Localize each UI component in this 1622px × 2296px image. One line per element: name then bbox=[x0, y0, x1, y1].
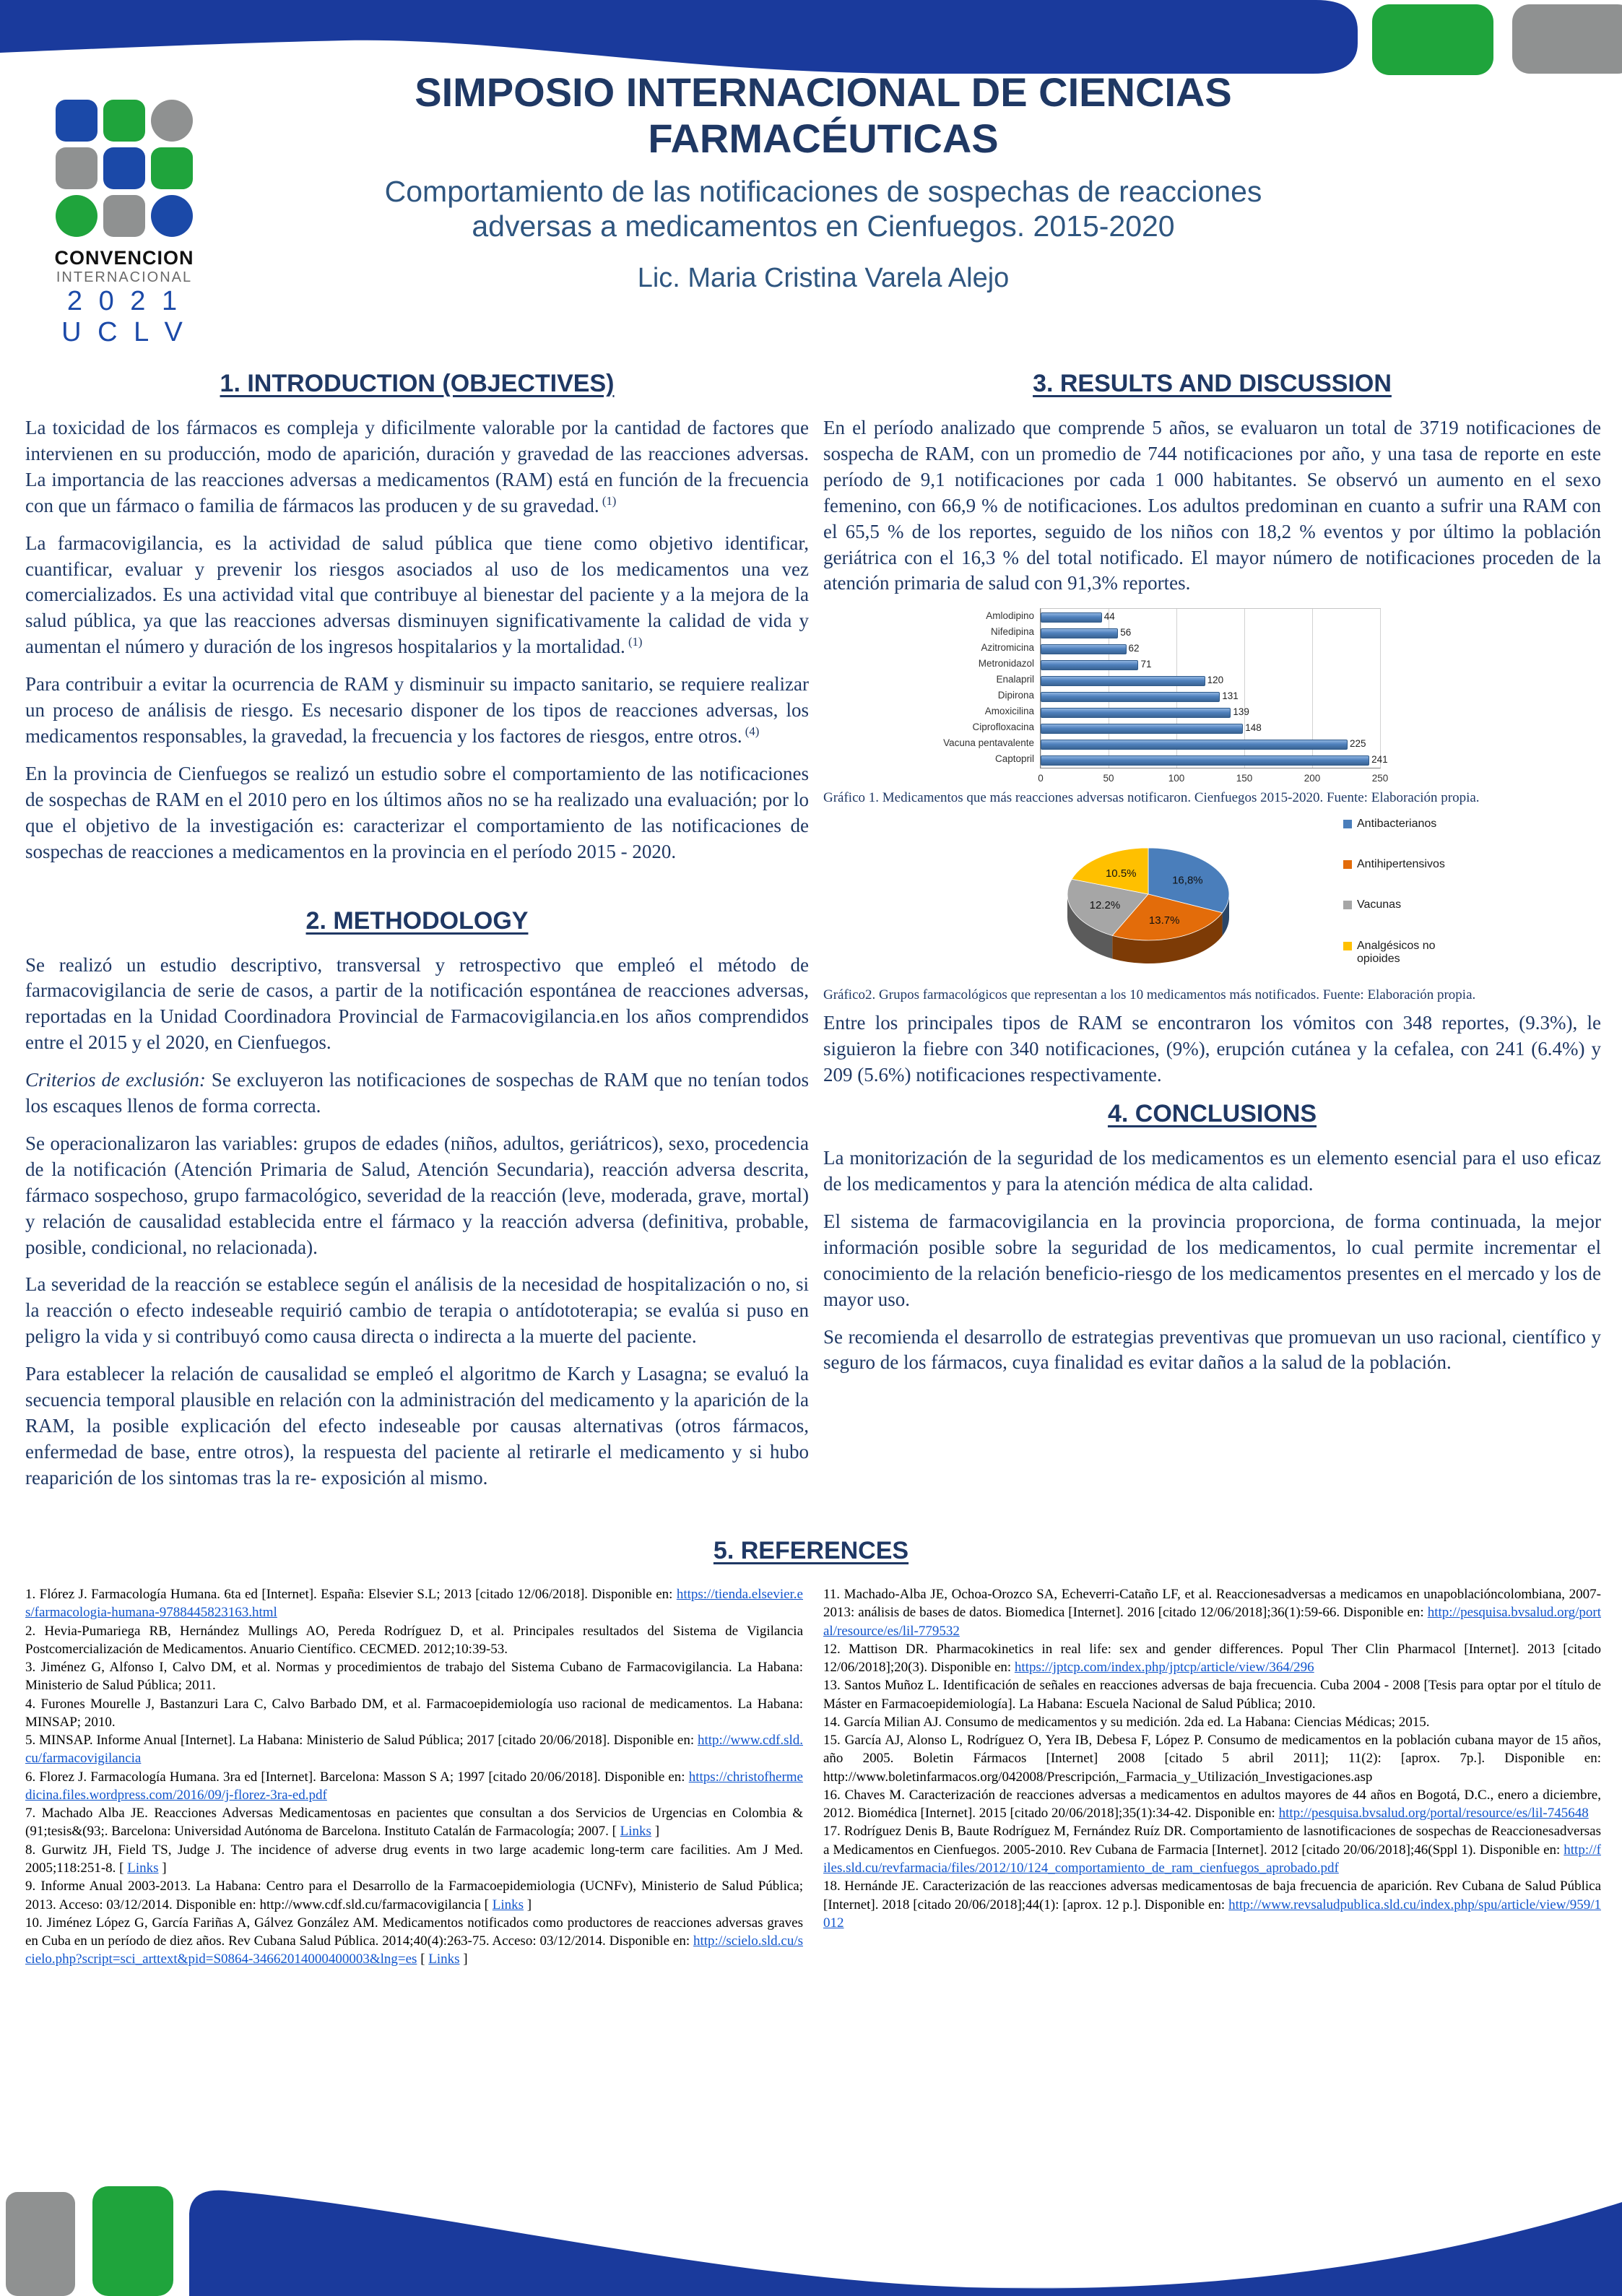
legend-label: Antibacterianos bbox=[1357, 818, 1437, 831]
chart2-caption: Gráfico2. Grupos farmacológicos que representan a los 10 medicamentos más notificados. Fuente: Elaboración propia. bbox=[823, 987, 1476, 1003]
logo-text-internacional: INTERNACIONAL bbox=[56, 269, 193, 285]
reference-link[interactable]: http://www.revsaludpublica.sld.cu/index.php/spu/article/view/959/1012 bbox=[823, 1897, 1601, 1931]
pie-percentage-label: 12.2% bbox=[1089, 899, 1121, 912]
paragraph: La toxicidad de los fármacos es compleja y dificilmente valorable por la cantidad de factores que intervienen en su producción, modo de aparición, duración y gravedad de las reacciones adversas. La importancia de las reacciones adversas a medicamentos (RAM) está en función de la frecuencia con que un fármaco o familia de fármacos las producen y de su gravedad. $^{(1)}$ bbox=[25, 417, 809, 516]
reference-link[interactable]: Links bbox=[428, 1951, 460, 1967]
bar-category-label: Metronidazol bbox=[978, 658, 1034, 670]
reference-item: 15. García AJ, Alonso L, Rodríguez O, Yera IB, Debesa F, López P. Consumo de medicamentos en la población cubana mayor de 15 años, año 2005. Boletin Fármacos [Internet] 2008 [citado 5 abril 2011]; 11(2): [aprox. 7p.]. Disponible en: http://www.boletinfarmacos.org/042008/Prescripción,_Farmacia_y_Utilización_Investigaciones.asp bbox=[823, 1733, 1601, 1785]
reference-link[interactable]: Links bbox=[492, 1897, 524, 1912]
bar-category-label: Dipirona bbox=[997, 690, 1034, 701]
legend-swatch-icon bbox=[1343, 820, 1352, 828]
reference-link[interactable]: http://www.cdf.sld.cu/farmacovigilancia bbox=[25, 1733, 803, 1767]
x-axis-tick-label: 0 bbox=[1038, 773, 1044, 784]
pie-percentage-label: 16,8% bbox=[1172, 875, 1203, 888]
reference-item: 7. Machado Alba JE. Reacciones Adversas Medicamentosas en pacientes que consultan a dos Servicios de Urgencias en Colombia &(91;tesis&(93;. Barcelona: Universidad Autónoma de Barcelona. Instituto Catalán de Farmacología; 2007. [ Links ] bbox=[25, 1806, 803, 1840]
bar-category-label: Enalapril bbox=[996, 674, 1034, 685]
bar-value-label: 56 bbox=[1120, 627, 1132, 638]
corner-green-block bbox=[1372, 4, 1493, 75]
section-heading-methodology: 2. METHODOLOGY bbox=[305, 906, 529, 935]
logo-tile bbox=[151, 195, 193, 237]
bar bbox=[1041, 644, 1127, 654]
chart1-caption: Gráfico 1. Medicamentos que más reacciones adversas notificaron. Cienfuegos 2015-2020. Fuente: Elaboración propia. bbox=[823, 790, 1480, 806]
logo-tile bbox=[103, 147, 145, 189]
x-axis-tick-label: 250 bbox=[1371, 773, 1389, 784]
bar-chart-medications bbox=[924, 608, 1601, 786]
paragraph: Para establecer la relación de causalidad se empleó el algoritmo de Karch y Lasagna; se evaluó la secuencia temporal plausible en relación con la administración del medicamento y la aparición de la RAM, la posible explicación del efecto indeseable por causas alternativas (otros fármacos, enfermedad de base, entre otros), la respuesta del paciente al retirarle el medicamento y si hubo reaparición de los sintomas tras la re- exposición al mismo. bbox=[25, 1363, 809, 1489]
reference-item: 13. Santos Muñoz L. Identificación de señales en reacciones adversas de baja frecuencia. Cuba 2004 - 2008 [Tesis para optar por el título de Máster en Farmacoepidemiología]. La Habana: Escuela Nacional de Salud Pública; 2010. bbox=[823, 1678, 1601, 1712]
bar bbox=[1041, 612, 1102, 623]
results-paragraph-1: En el período analizado que comprende 5 años, se evaluaron un total de 3719 notificaciones de sospecha de RAM, con un promedio de 744 notificaciones por año, y una tasa de reporte en este período de 9,1 notificaciones por cada 1 000 habitantes. Se observó un aumento en el sexo femenino, con 66,9 % de notificaciones. Los adultos predominan en cuanto a sufrir una RAM con el 65,5 % de los reportes, seguido de los niños con 18,2 % eventos y por último la población geriátrica con el 16,3 % del total notificado. El mayor número de notificaciones proceden de la atención primaria de salud con 91,3% reportes. bbox=[823, 417, 1601, 594]
bar-category-label: Captopril bbox=[994, 753, 1034, 765]
bar-value-label: 44 bbox=[1103, 611, 1115, 623]
bar bbox=[1041, 755, 1369, 766]
right-column bbox=[823, 370, 1601, 1387]
bar-category-label: Vacuna pentavalente bbox=[943, 737, 1034, 749]
logo-tile bbox=[151, 100, 193, 142]
reference-item: 12. Mattison DR. Pharmacokinetics in real life: sex and gender differences. Popul Ther Clin Pharmacol [Internet]. 2013 [citado 12/06/2018];20(3). Disponible en: https://jptcp.com/index.php/jptcp/article/view/364/296 bbox=[823, 1641, 1601, 1676]
header bbox=[289, 69, 1358, 294]
x-axis-tick-label: 50 bbox=[1103, 773, 1114, 784]
logo-tile bbox=[151, 147, 193, 189]
paragraph: Se recomienda el desarrollo de estrategias preventivas que promuevan un uso racional, científico y seguro de los fármacos, cuya finalidad es evitar daños a la salud de la población. bbox=[823, 1325, 1601, 1374]
reference-item: 2. Hevia-Pumariega RB, Hernández Mullings AO, Pereda Rodríguez D, et al. Principales resultados del Sistema de Vigilancia Postcomercialización de Medicamentos. Anuario Científico. CECMED. 2012;10:39-53. bbox=[25, 1623, 803, 1657]
reference-link[interactable]: Links bbox=[620, 1824, 651, 1840]
bar-value-label: 225 bbox=[1350, 738, 1366, 750]
logo-text-uclv: U C L V bbox=[61, 317, 187, 347]
pie-chart-graphic bbox=[1040, 822, 1257, 977]
paragraph: La severidad de la reacción se establece según el análisis de la necesidad de hospitalización o no, si la reacción o efecto indeseable requirió cambio de terapia o antídototerapia; se evalúa si puso en peligro la vida y si contribuyó como causa directa o indirecta a la muerte del paciente. bbox=[25, 1273, 809, 1348]
gridline bbox=[1380, 609, 1381, 768]
legend-item bbox=[1343, 898, 1480, 911]
pie-percentage-label: 10.5% bbox=[1105, 867, 1137, 880]
references-right-column bbox=[823, 1585, 1601, 1969]
bar-value-label: 71 bbox=[1140, 659, 1152, 670]
x-axis-tick-label: 150 bbox=[1236, 773, 1253, 784]
bar bbox=[1041, 628, 1118, 638]
bar bbox=[1041, 676, 1205, 686]
reference-item: 8. Gurwitz JH, Field TS, Judge J. The incidence of adverse drug events in two large academic long-term care facilities. Am J Med. 2005;118:251-8. [ Links ] bbox=[25, 1842, 803, 1876]
bar bbox=[1041, 708, 1231, 718]
pie-chart-legend bbox=[1343, 818, 1480, 966]
reference-item: 9. Informe Anual 2003-2013. La Habana: Centro para el Desarrollo de la Farmacoepidemiologia (UCNFv), Ministerio de Salud Pública; 2013. Acceso: 03/12/2014. Disponible en: http://www.cdf.sld.cu/farmacovigilancia [ Links ] bbox=[25, 1879, 803, 1912]
references-left-column bbox=[25, 1585, 803, 1969]
reference-link[interactable]: http://pesquisa.bvsalud.org/portal/resource/es/lil-745648 bbox=[1278, 1806, 1589, 1821]
reference-link[interactable]: https://jptcp.com/index.php/jptcp/article/view/364/296 bbox=[1014, 1660, 1314, 1676]
bar bbox=[1041, 692, 1220, 702]
legend-swatch-icon bbox=[1343, 942, 1352, 950]
bar-category-label: Nifedipina bbox=[990, 626, 1034, 638]
bar bbox=[1041, 740, 1348, 750]
reference-item: 3. Jiménez G, Alfonso I, Calvo DM, et al. Normas y procedimientos de trabajo del Sistema Cubano de Farmacovigilancia. La Habana: Ministerio de Salud Pública; 2011. bbox=[25, 1660, 803, 1694]
bar-chart-plot-area bbox=[1038, 608, 1389, 784]
logo-tile bbox=[56, 100, 97, 142]
reference-item: 1. Flórez J. Farmacología Humana. 6ta ed [Internet]. España: Elsevier S.L; 2013 [citado 12/06/2018]. Disponible en: https://tienda.elsevier.es/farmacologia-humana-9788445823163.html bbox=[25, 1587, 803, 1621]
paragraph: La farmacovigilancia, es la actividad de salud pública que tiene como objetivo identificar, cuantificar, evaluar y prevenir los riesgos asociados al uso de los medicamentos una vez comercializados. Es una actividad vital que contribuye al bienestar del paciente y a la mejora de la salud pública, ya que las reacciones adversas disminuyen significativamente la calidad de vida y aumentan el número y duración de los ingresos hospitalarios y la mortalidad. $^{(1)}$ bbox=[25, 532, 809, 658]
reference-item: 17. Rodríguez Denis B, Baute Rodríguez M, Fernández Ruíz DR. Comportamiento de lasnotificaciones de sospechas de Reaccionesadversas a Medicamentos en Cienfuegos. 2005-2010. Rev Cubana de Farmacia [Internet]. 2012 [citado 20/06/2018];46(Sppl 1). Disponible en: http://files.sld.cu/revfarmacia/files/2012/10/124_comportamiento_de_ram_cienfuegos_aprobado.pdf bbox=[823, 1824, 1601, 1876]
reference-item: 10. Jiménez López G, García Fariñas A, Gálvez González AM. Medicamentos notificados como productores de reacciones adversas graves en Cuba en un período de diez años. Rev Cubana Salud Pública. 2014;40(4):263-75. Acceso: 03/12/2014. Disponible en: http://scielo.sld.cu/scielo.php?script=sci_arttext&pid=S0864-34662014000400003&lng=es [ Links ] bbox=[25, 1915, 803, 1967]
reference-item: 11. Machado-Alba JE, Ochoa-Orozco SA, Echeverri-Cataño LF, et al. Reaccionesadversas a medicamos en unapoblacióncolombiana, 2007-2013: análisis de bases de datos. Biomedica [Internet]. 2016 [citado 12/06/2018];36(1):59-66. Disponible en: http://pesquisa.bvsalud.org/portal/resource/es/lil-779532 bbox=[823, 1587, 1601, 1639]
methodology-paragraphs bbox=[25, 953, 809, 1491]
poster-title: Comportamiento de las notificaciones de sospechas de reacciones adversas a medicamentos en Cienfuegos. 2015-2020 bbox=[384, 174, 1262, 243]
footer-green-block bbox=[92, 2186, 173, 2296]
left-column bbox=[25, 370, 809, 1503]
logo-mosaic-icon bbox=[52, 100, 196, 237]
logo-text-convencion: CONVENCION bbox=[54, 247, 194, 269]
x-axis-tick-label: 200 bbox=[1304, 773, 1321, 784]
bar-value-label: 120 bbox=[1207, 675, 1224, 686]
section-heading-conclusions: 4. CONCLUSIONS bbox=[1107, 1100, 1317, 1128]
footer-gray-block bbox=[6, 2192, 75, 2296]
congress-title: SIMPOSIO INTERNACIONAL DE CIENCIAS FARMACÉUTICAS bbox=[415, 69, 1232, 162]
pie-chart-pharma-groups bbox=[932, 813, 1601, 983]
legend-item bbox=[1343, 858, 1480, 871]
legend-label: Analgésicos no opioides bbox=[1357, 939, 1436, 965]
author-name: Lic. Maria Cristina Varela Alejo bbox=[637, 262, 1010, 293]
section-heading-references: 5. REFERENCES bbox=[713, 1537, 909, 1564]
reference-link[interactable]: https://tienda.elsevier.es/farmacologia-humana-9788445823163.html bbox=[25, 1587, 803, 1621]
paragraph: Se realizó un estudio descriptivo, transversal y retrospectivo que empleó el método de farmacovigilancia de serie de casos, a partir de la notificación espontánea de reacciones adversas, reportadas en la Unidad Coordinadora Provincial de Farmacovigilancia.en los años comprendidos entre el 2015 y el 2020, en Cienfuegos. bbox=[25, 953, 809, 1054]
bar-value-label: 139 bbox=[1233, 706, 1249, 718]
bottom-banner-wave bbox=[0, 2180, 1622, 2296]
references bbox=[25, 1585, 1601, 1969]
section-heading-introduction: 1. INTRODUCTION (OBJECTIVES) bbox=[220, 370, 615, 397]
bar-category-label: Ciprofloxacina bbox=[972, 722, 1034, 733]
bar-chart-category-axis bbox=[924, 608, 1040, 786]
logo-tile bbox=[103, 100, 145, 142]
reference-item: 5. MINSAP. Informe Anual [Internet]. La Habana: Ministerio de Salud Pública; 2017 [citado 20/06/2018]. Disponible en: http://www.cdf.sld.cu/farmacovigilancia bbox=[25, 1733, 803, 1767]
bar-value-label: 241 bbox=[1371, 754, 1388, 766]
legend-swatch-icon bbox=[1343, 901, 1352, 909]
bar-category-label: Amoxicilina bbox=[984, 706, 1034, 717]
reference-item: 4. Furones Mourelle J, Bastanzuri Lara C, Calvo Barbado DM, et al. Farmacoepidemiología uso racional de medicamentos. La Habana: MINSAP; 2010. bbox=[25, 1696, 803, 1730]
logo-text-year: 2 0 2 1 bbox=[66, 286, 182, 316]
results-paragraph-2: Entre los principales tipos de RAM se encontraron los vómitos con 348 reportes, (9.3%), le siguieron la fiebre con 340 notificaciones, (9%), erupción cutánea y la cefalea, con 241 (6.4%) y 209 (5.6%) notificaciones respectivamente. bbox=[823, 1012, 1601, 1086]
introduction-paragraphs bbox=[25, 415, 809, 865]
legend-label: Antihipertensivos bbox=[1357, 858, 1445, 871]
reference-item: 6. Florez J. Farmacología Humana. 3ra ed [Internet]. Barcelona: Masson S A; 1997 [citado 20/06/2018]. Disponible en: https://christofhermedicina.files.wordpress.com/2016/09/j-florez-3ra-ed.pdf bbox=[25, 1769, 803, 1803]
logo-tile bbox=[56, 195, 97, 237]
reference-item: 14. García Milian AJ. Consumo de medicamentos y su medición. 2da ed. La Habana: Ciencias Médicas; 2015. bbox=[823, 1714, 1430, 1730]
conclusions-paragraphs bbox=[823, 1145, 1601, 1376]
uclv-convention-logo bbox=[52, 100, 196, 348]
legend-swatch-icon bbox=[1343, 860, 1352, 869]
logo-tile bbox=[56, 147, 97, 189]
pie-percentage-label: 13.7% bbox=[1148, 914, 1180, 927]
bar-value-label: 148 bbox=[1245, 722, 1262, 734]
reference-link[interactable]: http://files.sld.cu/revfarmacia/files/2012/10/124_comportamiento_de_ram_cienfuegos_aprobado.pdf bbox=[823, 1842, 1601, 1876]
paragraph: La monitorización de la seguridad de los medicamentos es un elemento esencial para el uso eficaz de los medicamentos y para la atención médica de alta calidad. bbox=[823, 1147, 1601, 1195]
paragraph: Criterios de exclusión: Se excluyeron las notificaciones de sospechas de RAM que no tenían todos los escaques llenos de forma correcta. bbox=[25, 1069, 809, 1117]
bar-category-label: Amlodipino bbox=[986, 610, 1034, 622]
bar-category-label: Azitromicina bbox=[981, 642, 1034, 654]
legend-item bbox=[1343, 818, 1480, 831]
bar bbox=[1041, 724, 1243, 734]
bar bbox=[1041, 660, 1138, 670]
section-heading-results: 3. RESULTS AND DISCUSSION bbox=[1033, 370, 1392, 397]
reference-link[interactable]: Links bbox=[127, 1860, 159, 1876]
reference-link[interactable]: http://scielo.sld.cu/scielo.php?script=sci_arttext&pid=S0864-34662014000400003&lng=es bbox=[25, 1933, 803, 1967]
corner-gray-block bbox=[1512, 4, 1622, 74]
x-axis-tick-label: 100 bbox=[1168, 773, 1185, 784]
reference-link[interactable]: http://pesquisa.bvsalud.org/portal/resource/es/lil-779532 bbox=[823, 1605, 1601, 1639]
legend-item bbox=[1343, 940, 1480, 966]
paragraph: Para contribuir a evitar la ocurrencia de RAM y disminuir su impacto sanitario, se requiere realizar un proceso de análisis de riesgo. Es necesario disponer de los tipos de reacciones adversas, los medicamentos responsables, la gravedad, la frecuencia y los factores de riesgos, entre otros. $^{(4)}$ bbox=[25, 673, 809, 747]
paragraph: Se operacionalizaron las variables: grupos de edades (niños, adultos, geriátricos), sexo, procedencia de la notificación (Atención Primaria de Salud, Atención Secundaria), reacción adversa descrita, fármaco sospechoso, grupo farmacológico, severidad de la reacción (leve, moderada, grave, mortal) y relación de causalidad establecida entre el fármaco y la reacción adversa (definitiva, probable, posible, condicional, no relacionada). bbox=[25, 1132, 809, 1258]
reference-link[interactable]: https://christofhermedicina.files.wordpress.com/2016/09/j-florez-3ra-ed.pdf bbox=[25, 1769, 803, 1803]
paragraph: En la provincia de Cienfuegos se realizó un estudio sobre el comportamiento de las notificaciones de sospechas de RAM en el 2010 pero en los últimos años no se ha realizado una evaluación; por lo que el objetivo de la investigación es: caracterizar el comportamiento de las notificaciones de sospechas de reacciones a medicamentos en la provincia en el período 2015 - 2020. bbox=[25, 762, 809, 862]
legend-label: Vacunas bbox=[1357, 898, 1402, 911]
reference-item: 16. Chaves M. Caracterización de reacciones adversas a medicamentos en adultos mayores de 44 años en Bogotá, D.C., enero a diciembre, 2012. Biomédica [Internet]. 2015 [citado 20/06/2018];35(1):34-42. Disponible en: http://pesquisa.bvsalud.org/portal/resource/es/lil-745648 bbox=[823, 1787, 1601, 1821]
paragraph: El sistema de farmacovigilancia en la provincia proporciona, de forma continuada, la mejor información posible sobre la seguridad de los medicamentos, lo cual permite incrementar el conocimiento de la relación beneficio-riesgo de los medicamentos presentes en el mercado y los de mayor uso. bbox=[823, 1210, 1601, 1310]
bar-value-label: 131 bbox=[1222, 690, 1239, 702]
bar-value-label: 62 bbox=[1128, 643, 1140, 654]
reference-item: 18. Hernánde JE. Caracterización de las reacciones adversas medicamentosas de baja frecuencia de aparición. Rev Cubana de Salud Pública [Internet]. 2018 [citado 20/06/2018];44(1): [aprox. 12 p.]. Disponible en: http://www.revsaludpublica.sld.cu/index.php/spu/article/view/959/1012 bbox=[823, 1879, 1601, 1931]
logo-tile bbox=[103, 195, 145, 237]
